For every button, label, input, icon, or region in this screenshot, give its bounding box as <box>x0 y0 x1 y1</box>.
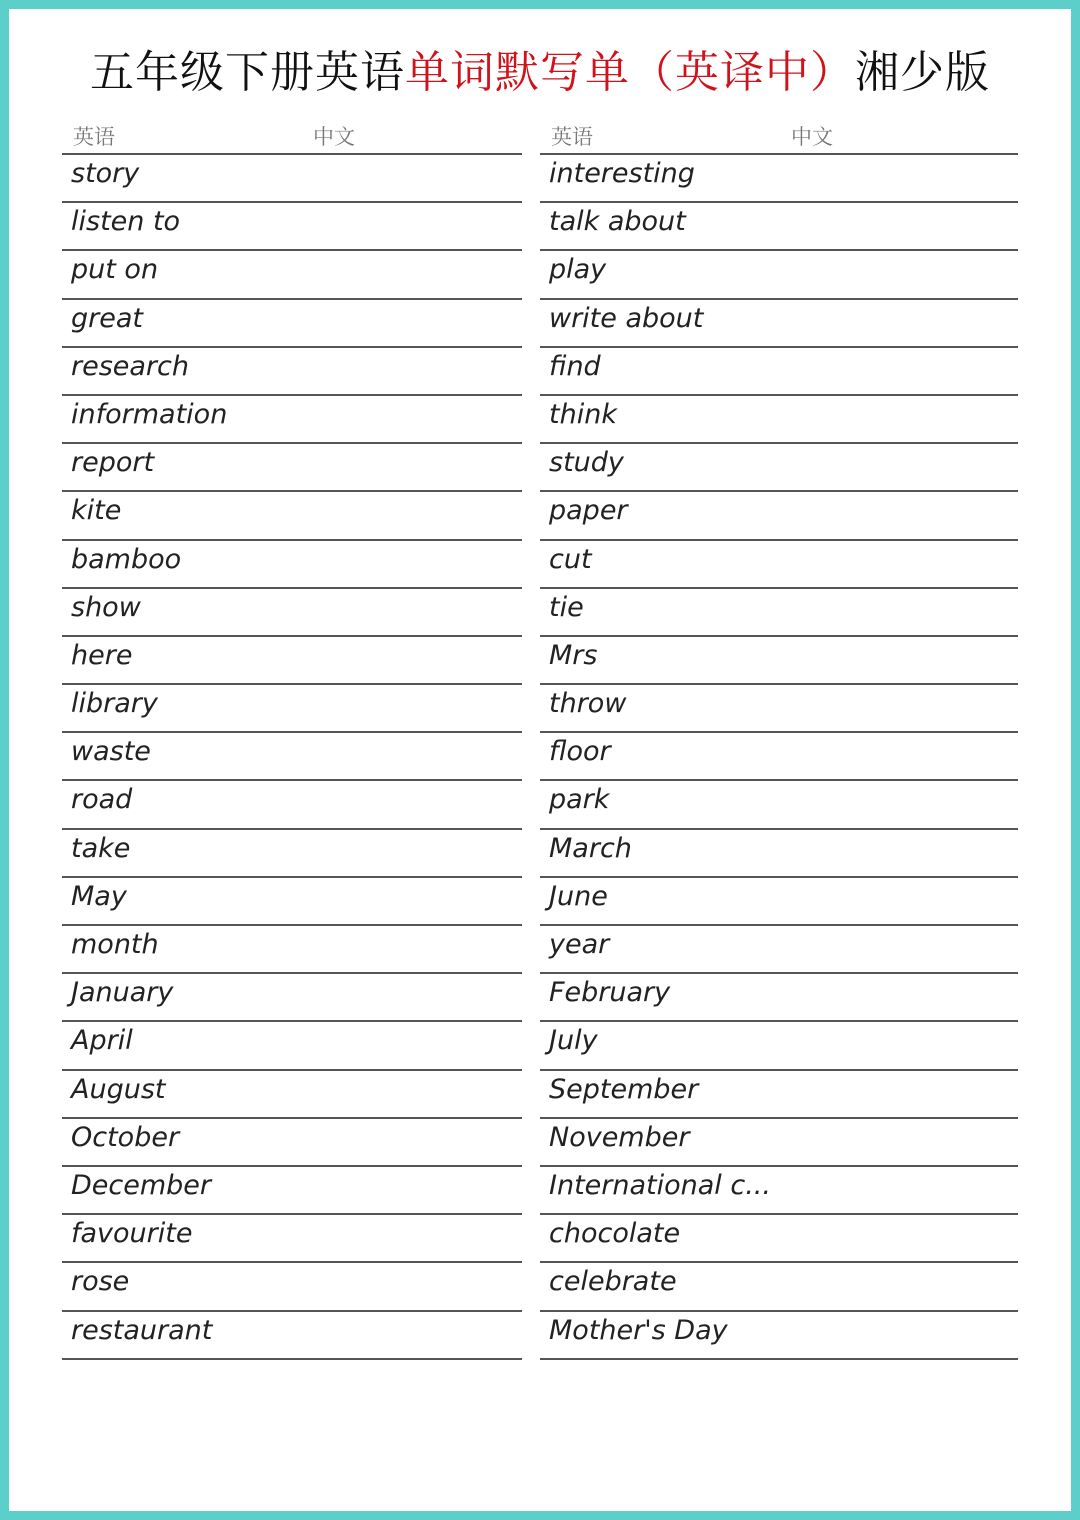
word-row <box>62 685 522 733</box>
english-word: chocolate <box>549 1218 681 1250</box>
english-word: play <box>549 254 607 286</box>
word-row <box>62 1071 522 1119</box>
english-word: cut <box>549 543 592 575</box>
word-row <box>62 974 522 1022</box>
english-word: December <box>71 1169 212 1201</box>
left-column-header <box>62 113 522 155</box>
left-word-list <box>62 155 522 1360</box>
word-row <box>62 589 522 637</box>
english-word: study <box>549 447 624 479</box>
word-row <box>62 1022 522 1070</box>
english-word: interesting <box>549 158 695 189</box>
word-row <box>62 637 522 685</box>
right-column-header <box>540 113 1018 155</box>
word-row <box>540 492 1018 540</box>
english-word: kite <box>71 495 122 527</box>
word-row <box>540 348 1018 396</box>
word-row <box>62 348 522 396</box>
english-word: listen to <box>71 206 181 238</box>
english-word: take <box>71 832 131 864</box>
word-row <box>540 396 1018 444</box>
english-word: July <box>549 1025 598 1057</box>
word-row <box>62 1312 522 1360</box>
word-row <box>540 1263 1018 1311</box>
english-word: April <box>71 1025 133 1057</box>
word-row <box>62 1263 522 1311</box>
english-word: find <box>549 350 601 382</box>
english-word: favourite <box>71 1218 193 1250</box>
english-word: tie <box>549 591 584 623</box>
word-row <box>62 1119 522 1167</box>
title-part-worksheet: 单词默写单（英译中） <box>405 47 855 98</box>
word-row <box>62 878 522 926</box>
english-word: February <box>549 977 671 1009</box>
word-row <box>62 830 522 878</box>
english-word: celebrate <box>549 1266 677 1298</box>
word-row <box>62 203 522 251</box>
word-row <box>62 396 522 444</box>
english-word: throw <box>549 688 627 720</box>
english-word: here <box>71 639 133 671</box>
word-row <box>540 300 1018 348</box>
word-row <box>62 733 522 781</box>
word-row <box>540 1215 1018 1263</box>
english-word: show <box>71 591 141 623</box>
chinese-header: 中文 <box>791 125 833 149</box>
english-word: June <box>549 880 608 912</box>
english-header: 英语 <box>551 125 593 149</box>
word-row <box>540 1022 1018 1070</box>
word-row <box>540 926 1018 974</box>
word-row <box>540 830 1018 878</box>
word-row <box>540 541 1018 589</box>
english-word: park <box>549 784 610 816</box>
right-word-column <box>540 113 1018 1360</box>
word-row <box>62 492 522 540</box>
word-row <box>62 541 522 589</box>
english-word: research <box>71 350 189 382</box>
word-row <box>62 781 522 829</box>
word-row <box>62 926 522 974</box>
english-word: talk about <box>549 206 686 238</box>
english-word: report <box>71 447 155 479</box>
word-row <box>62 300 522 348</box>
english-word: bamboo <box>71 543 182 575</box>
english-word: November <box>549 1121 690 1153</box>
word-row <box>540 637 1018 685</box>
title-part-edition: 湘少版 <box>855 47 990 98</box>
word-row <box>540 203 1018 251</box>
english-word: year <box>549 929 610 960</box>
english-header: 英语 <box>73 125 115 149</box>
right-word-list <box>540 155 1018 1360</box>
word-row <box>540 781 1018 829</box>
english-word: paper <box>549 495 628 527</box>
page-title <box>9 43 1071 103</box>
english-word: floor <box>549 736 611 768</box>
english-word: International c... <box>549 1169 771 1201</box>
english-word: January <box>71 977 174 1009</box>
english-word: put on <box>71 254 159 286</box>
word-row <box>540 878 1018 926</box>
english-word: waste <box>71 736 151 768</box>
english-word: write about <box>549 302 704 334</box>
english-word: March <box>549 832 632 864</box>
english-word: library <box>71 688 158 720</box>
word-row <box>540 251 1018 299</box>
word-row <box>540 974 1018 1022</box>
english-word: August <box>71 1073 166 1105</box>
english-word: road <box>71 784 133 816</box>
english-word: rose <box>71 1266 130 1298</box>
word-row <box>62 1167 522 1215</box>
title-part-grade: 五年级下册英语 <box>90 47 405 98</box>
word-row <box>540 1312 1018 1360</box>
word-row <box>540 1119 1018 1167</box>
english-word: information <box>71 398 228 430</box>
word-row <box>540 155 1018 203</box>
english-word: great <box>71 302 143 334</box>
english-word: restaurant <box>71 1314 213 1346</box>
english-word: Mother's Day <box>549 1314 728 1346</box>
english-word: think <box>549 398 617 430</box>
english-word: September <box>549 1073 699 1105</box>
word-row <box>540 444 1018 492</box>
word-row <box>540 733 1018 781</box>
word-row <box>540 1167 1018 1215</box>
english-word: Mrs <box>549 639 598 671</box>
word-row <box>540 589 1018 637</box>
left-word-column <box>62 113 522 1360</box>
word-row <box>540 1071 1018 1119</box>
english-word: October <box>71 1121 180 1153</box>
word-row <box>62 1215 522 1263</box>
word-row <box>62 155 522 203</box>
english-word: month <box>71 929 159 960</box>
english-word: story <box>71 158 140 189</box>
word-row <box>62 444 522 492</box>
word-row <box>540 685 1018 733</box>
english-word: May <box>71 880 127 912</box>
word-row <box>62 251 522 299</box>
chinese-header: 中文 <box>313 125 355 149</box>
